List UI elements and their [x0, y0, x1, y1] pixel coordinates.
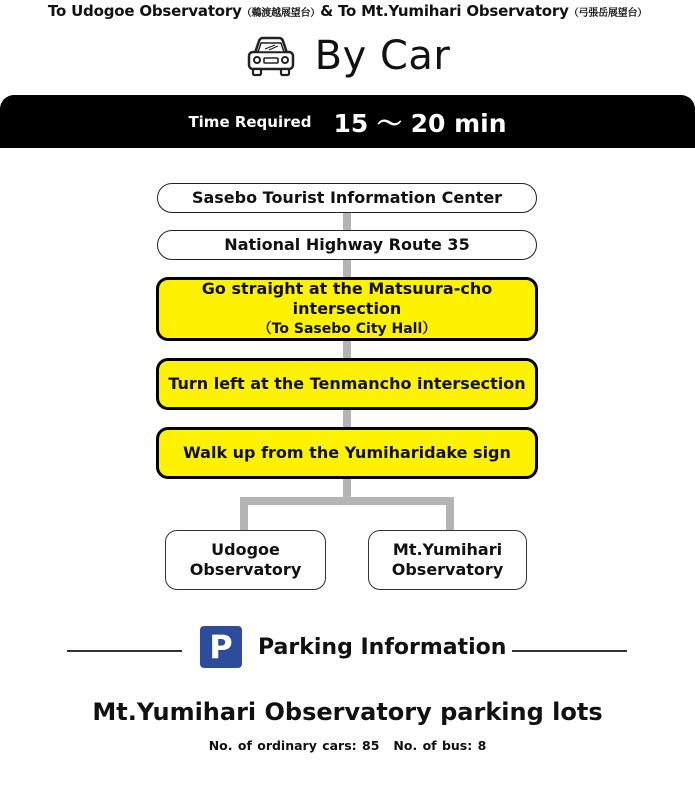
header-destination-2: & To Mt.Yumihari Observatory	[320, 2, 569, 20]
connector-branch	[240, 497, 454, 505]
time-required-bar	[0, 95, 695, 148]
car-icon	[245, 35, 297, 77]
header-destination-2-japanese: （弓張岳展望台）	[568, 8, 648, 19]
route-step-1-line2: （To Sasebo City Hall）	[257, 321, 437, 337]
mode-label: By Car	[314, 33, 451, 79]
destination-yumihari-line1: Mt.Yumihari	[392, 540, 503, 559]
route-step-2-line1: Turn left at the Tenmancho intersection	[168, 374, 526, 393]
route-road-box	[157, 230, 537, 260]
connector-left	[240, 497, 248, 531]
route-step-3-line1: Walk up from the Yumiharidake sign	[183, 443, 511, 462]
destination-yumihari-line2: Observatory	[391, 560, 504, 579]
parking-cars-count: No. of ordinary cars: 85	[208, 738, 380, 753]
destination-udogoe-line2: Observatory	[189, 560, 302, 579]
destination-udogoe-line1: Udogoe	[211, 540, 280, 559]
route-road-label: National Highway Route 35	[224, 235, 470, 254]
parking-lots-title: Mt.Yumihari Observatory parking lots	[92, 698, 603, 726]
page-header	[0, 0, 695, 25]
parking-icon-letter: P	[209, 628, 233, 666]
route-step-1-line1: Go straight at the Matsuura-cho intersection	[201, 279, 493, 318]
route-step-3	[156, 427, 538, 479]
parking-divider-right	[512, 650, 627, 652]
route-start-box	[157, 183, 537, 213]
time-required-value: 15 ～ 20 min	[333, 108, 507, 138]
route-step-1	[156, 277, 538, 341]
header-destination-1-japanese: （鵜渡越展望台）	[241, 8, 321, 19]
destination-udogoe	[165, 530, 326, 590]
parking-icon	[200, 626, 242, 668]
route-step-2	[156, 358, 538, 410]
connector-right	[446, 497, 454, 531]
destination-yumihari	[368, 530, 527, 590]
parking-lots-detail	[0, 738, 695, 753]
mode-heading	[0, 28, 695, 84]
time-required-label: Time Required	[188, 112, 312, 131]
route-start-label: Sasebo Tourist Information Center	[191, 188, 503, 207]
parking-divider-left	[67, 650, 182, 652]
parking-heading	[200, 624, 506, 670]
parking-bus-count: No. of bus: 8	[393, 738, 487, 753]
header-destination-1: To Udogoe Observatory	[47, 2, 242, 20]
parking-title: Parking Information	[258, 634, 507, 660]
